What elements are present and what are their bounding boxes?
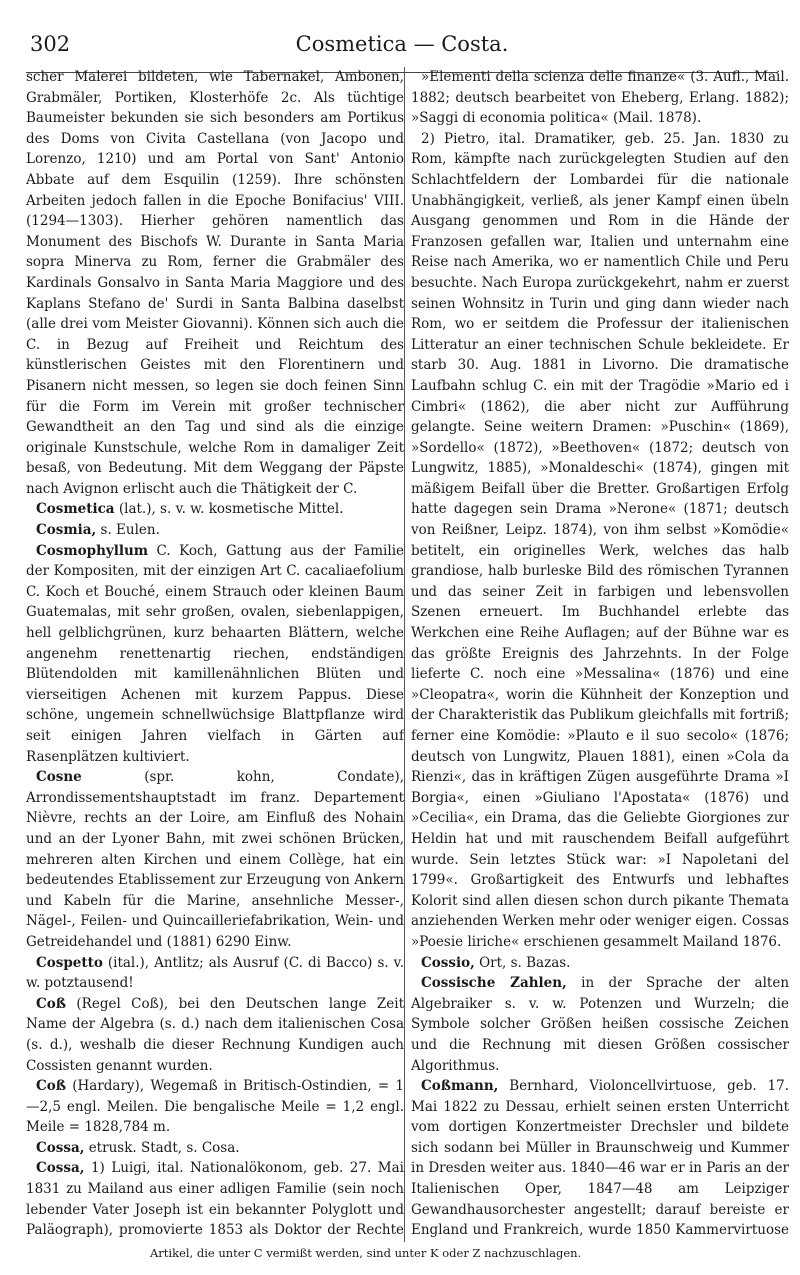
running-title: Cosmetica — Costa.: [295, 32, 509, 56]
entry-headword: Cosne: [36, 769, 82, 786]
right-column: [411, 67, 789, 1242]
dictionary-entry: [411, 129, 789, 953]
entry-text: s. Eulen.: [96, 522, 160, 539]
dictionary-entry: [26, 1076, 404, 1138]
dictionary-entry: [26, 520, 404, 541]
entry-text: (lat.), s. v. w. kosmetische Mittel.: [114, 501, 344, 518]
entry-text: Ort, s. Bazas.: [474, 954, 571, 971]
entry-headword: Cosmia,: [36, 522, 97, 539]
dictionary-entry: [411, 973, 789, 1076]
entry-text: C. Koch, Gattung aus der Familie der Kompositen, mit der einzigen Art C. cacaliaefolium C. Koch et Bouché, einem Strauch oder kleinen Baum Guatemalas, mit sehr großen, ovalen, siebenlappigen, hell gelblichgrünen, kurz behaarten Blättern, welche angenehm renettenartig riechen, endständigen Blütendolden mit kamillenähnlichen Blüten und vierseitigen Achenen mit kurzem Pappus. Diese schöne, ungemein schnellwüchsige Blattpflanze wird seit einigen Jahren vielfach in Gärten auf Rasenplätzen kultiviert.: [26, 542, 404, 765]
entry-headword: Cospetto: [36, 954, 103, 971]
entry-headword: Cossische Zahlen,: [421, 975, 567, 992]
entry-headword: Coß: [36, 1078, 67, 1095]
entry-headword: Cosmophyllum: [36, 542, 149, 559]
entry-headword: Cosmetica: [36, 501, 115, 518]
dictionary-entry: [26, 1138, 404, 1159]
entry-text: etrusk. Stadt, s. Cosa.: [84, 1139, 240, 1156]
dictionary-entry: [411, 67, 789, 129]
entry-headword: Coßmann,: [421, 1078, 499, 1095]
left-column: [26, 67, 404, 1242]
page-footer: Artikel, die unter C vermißt werden, sind unter K oder Z nachzuschlagen.: [150, 1246, 582, 1260]
dictionary-entry: [26, 499, 404, 520]
entry-headword: Coß: [36, 995, 67, 1012]
entry-text: in der Sprache der alten Algebraiker s. v. w. Potenzen und Wurzeln; die Symbole solcher Größen heißen cossische Zeichen und die Rechnung mit diesen Größen cossischer Algorithmus.: [411, 975, 789, 1074]
dictionary-entry: [411, 953, 789, 974]
page-header: [26, 20, 778, 56]
column-divider: [404, 67, 405, 1242]
dictionary-entry: [26, 1158, 404, 1242]
entry-headword: Cossio,: [421, 954, 475, 971]
entry-headword: Cossa,: [36, 1139, 85, 1156]
entry-text: (Hardary), Wegemaß in Britisch-Ostindien, = 1—2,5 engl. Meilen. Die bengalische Meile = 1,2 engl. Meile = 1828,784 m.: [26, 1078, 404, 1136]
page-number: 302: [30, 32, 71, 56]
entry-text: »Elementi della scienza delle finanze« (3. Aufl., Mail. 1882; deutsch bearbeitet von Eheberg, Erlang. 1882); »Saggi di economia politica« (Mail. 1878).: [411, 69, 789, 127]
dictionary-entry: [411, 1076, 789, 1242]
entry-text: (Regel Coß), bei den Deutschen lange Zeit Name der Algebra (s. d.) nach dem italienischen Cosa (s. d.), weshalb die dieser Rechnung Kundigen auch Cossisten genannt wurden.: [26, 995, 404, 1074]
entry-text: (spr. kohn, Condate), Arrondissementshauptstadt im franz. Departement Nièvre, rechts an der Loire, am Einfluß des Nohain und an der Lyoner Bahn, mit zwei schönen Brücken, mehreren alten Kirchen und einem Collège, hat ein bedeutendes Etablissement zur Erzeugung von Ankern und Kabeln für die Marine, ansehnliche Messer-, Nägel-, Feilen- und Quincailleriefabrikation, Wein- und Getreidehandel und (1881) 6290 Einw.: [26, 769, 404, 950]
entry-text: 2) Pietro, ital. Dramatiker, geb. 25. Jan. 1830 zu Rom, kämpfte nach zurückgelegten Studien auf den Schlachtfeldern der Lombardei für die nationale Unabhängigkeit, verließ, als jener Kampf einen übeln Ausgang genommen und Rom in die Hände der Franzosen gefallen war, Italien und unternahm eine Reise nach Amerika, wo er namentlich Chile und Peru besuchte. Nach Europa zurückgekehrt, nahm er zuerst seinen Wohnsitz in Turin und ging dann wieder nach Rom, wo er seitdem die Professur der italienischen Litteratur an einer technischen Schule bekleidete. Er starb 30. Aug. 1881 in Livorno. Die dramatische Laufbahn schlug C. ein mit der Tragödie »Mario ed i Cimbri« (1862), die aber nicht zur Aufführung gelangte. Seine weitern Dramen: »Puschin« (1869), »Sordello« (1872), »Beethoven« (1872; deutsch von Lungwitz, 1885), »Monaldeschi« (1874), gingen mit mäßigem Beifall über die Bretter. Großartigen Erfolg hatte dagegen sein Drama »Nerone« (1871; deutsch von Reißner, Leipz. 1874), von ihm selbst »Komödie« betitelt, ein originelles Werk, welches das halb grandiose, halb burleske Bild des römischen Tyrannen und das seiner Zeit in farbigen und lebensvollen Szenen erneuert. Im Buchhandel erlebte das Werkchen eine Reihe Auflagen; auf der Bühne war es das größte Ereignis des Jahrzehnts. In der Folge lieferte C. noch eine »Messalina« (1876) und eine »Cleopatra«, worin die Kühnheit der Konzeption und der Charakteristik das Publikum gleichfalls mit fortriß; ferner eine Komödie: »Plauto e il suo secolo« (1876; deutsch von Lungwitz, Plauen 1881), einen »Cola da Rienzi«, das in kräftigen Zügen ausgeführte Drama »I Borgia«, einen »Giuliano l'Apostata« (1876) und »Cecilia«, ein Drama, das die Geliebte Giorgiones zur Heldin hat und mit rauschendem Beifall aufgeführt wurde. Sein letztes Stück war: »I Napoletani del 1799«. Großartigkeit des Entwurfs und lebhaftes Kolorit sind allen diesen schon durch pikante Themata anziehenden Werken mehr oder weniger eigen. Cossas »Poesie liriche« erschienen gesammelt Mailand 1876.: [411, 130, 789, 950]
entry-text: (ital.), Antlitz; als Ausruf (C. di Bacco) s. v. w. potztausend!: [26, 954, 404, 992]
dictionary-entry: [26, 994, 404, 1076]
entry-text: Bernhard, Violoncellvirtuose, geb. 17. Mai 1822 zu Dessau, erhielt seinen ersten Unterricht vom dortigen Konzertmeister Drechsler und bildete sich sodann bei Müller in Braunschweig und Kummer in Dresden weiter aus. 1840—46 war er in Paris an der Italienischen Oper, 1847—48 am Leipziger Gewandhausorchester angestellt; darauf bereiste er England und Frankreich, wurde 1850 Kammervirtuose: [411, 1078, 789, 1239]
dictionary-entry: [26, 767, 404, 952]
dictionary-entry: [26, 67, 404, 499]
dictionary-entry: [26, 541, 404, 768]
entry-headword: Cossa,: [36, 1160, 85, 1177]
dictionary-entry: [26, 953, 404, 994]
entry-text: scher Malerei bildeten, wie Tabernakel, Ambonen, Grabmäler, Portiken, Klosterhöfe 2c. Als tüchtige Baumeister bekunden sie sich besonders am Portikus des Doms von Civita Castellana (von Jacopo und Lorenzo, 1210) und am Portal von Sant' Antonio Abbate auf dem Esquilin (1259). Ihre schönsten Arbeiten jedoch fallen in die Epoche Bonifacius' VIII. (1294—1303). Hierher gehören namentlich das Monument des Bischofs W. Durante in Santa Maria sopra Minerva zu Rom, ferner die Grabmäler des Kardinals Gonsalvo in Santa Maria Maggiore und des Kaplans Stefano de' Surdi in Santa Balbina daselbst (alle drei vom Meister Giovanni). Können sich auch die C. in Bezug auf Freiheit und Reichtum des künstlerischen Geistes mit den Florentinern und Pisanern nicht messen, so legen sie doch feinen Sinn für die Form im Verein mit großer technischer Gewandtheit an den Tag und sind als die einzige originale Kunstschule, welche Rom in damaliger Zeit besaß, von Bedeutung. Mit dem Weggang der Päpste nach Avignon erlischt auch die Thätigkeit der C.: [26, 69, 404, 497]
entry-text: 1) Luigi, ital. Nationalökonom, geb. 27. Mai 1831 zu Mailand aus einer adligen Familie (sein noch lebender Vater Joseph ist ein bekannter Polyglott und Paläograph), promovierte 1853 als Doktor der Rechte: [26, 1160, 404, 1239]
